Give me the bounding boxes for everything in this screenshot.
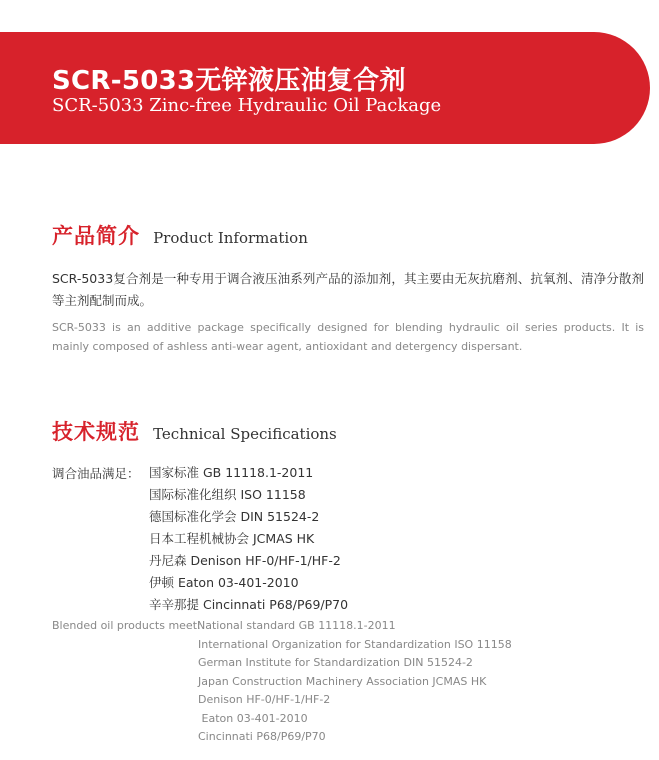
spec-list-zh — [149, 462, 348, 616]
spec-item-en: International Organization for Standardization ISO 11158 — [198, 638, 512, 651]
spec-list-en — [198, 636, 512, 746]
spec-item-en: Cincinnati P68/P69/P70 — [198, 729, 326, 743]
title-banner — [0, 32, 650, 144]
spec-item-en: Eaton 03-401-2010 — [198, 711, 308, 725]
page-title: SCR-5033无锌液压油复合剂 — [52, 66, 406, 96]
spec-item-en: Denison HF-0/HF-1/HF-2 — [198, 693, 331, 707]
spec-item-zh: 国家标准 GB 11118.1-2011 — [149, 465, 314, 480]
tech-specs-heading — [52, 416, 337, 446]
spec-item-zh: 国际标准化组织 ISO 11158 — [149, 487, 306, 502]
product-info-heading-zh: 产品简介 — [52, 224, 140, 248]
product-info-text-en: SCR-5033 is an additive package specifically designed for blending hydraulic oil series products. It is mainly composed of ashless anti-wear agent, antioxidant and detergency dispersant. — [52, 321, 644, 353]
spec-item-en: German Institute for Standardization DIN 51524-2 — [198, 656, 473, 670]
spec-item-zh: 伊顿 Eaton 03-401-2010 — [149, 575, 299, 590]
product-info-heading — [52, 220, 308, 250]
spec-item-en: Japan Construction Machinery Association JCMAS HK — [198, 674, 487, 688]
tech-specs-heading-en: Technical Specifications — [153, 425, 337, 443]
page-subtitle: SCR-5033 Zinc-free Hydraulic Oil Package — [52, 95, 442, 116]
spec-item-zh: 德国标准化学会 DIN 51524-2 — [149, 509, 320, 524]
spec-label-en: Blended oil products meet: — [52, 619, 201, 632]
spec-item-zh: 辛辛那提 Cincinnati P68/P69/P70 — [149, 597, 349, 612]
spec-label-zh: 调合油品满足： — [52, 466, 140, 481]
tech-specs-heading-zh: 技术规范 — [52, 420, 140, 444]
spec-item-en: National standard GB 11118.1-2011 — [197, 619, 396, 632]
spec-item-zh: 丹尼森 Denison HF-0/HF-1/HF-2 — [149, 553, 341, 568]
product-info-heading-en: Product Information — [153, 229, 308, 247]
spec-item-zh: 日本工程机械协会 JCMAS HK — [149, 531, 315, 546]
product-info-text-zh: SCR-5033复合剂是一种专用于调合液压油系列产品的添加剂，其主要由无灰抗磨剂、抗氧剂、清净分散剂等主剂配制而成。 — [52, 271, 644, 308]
